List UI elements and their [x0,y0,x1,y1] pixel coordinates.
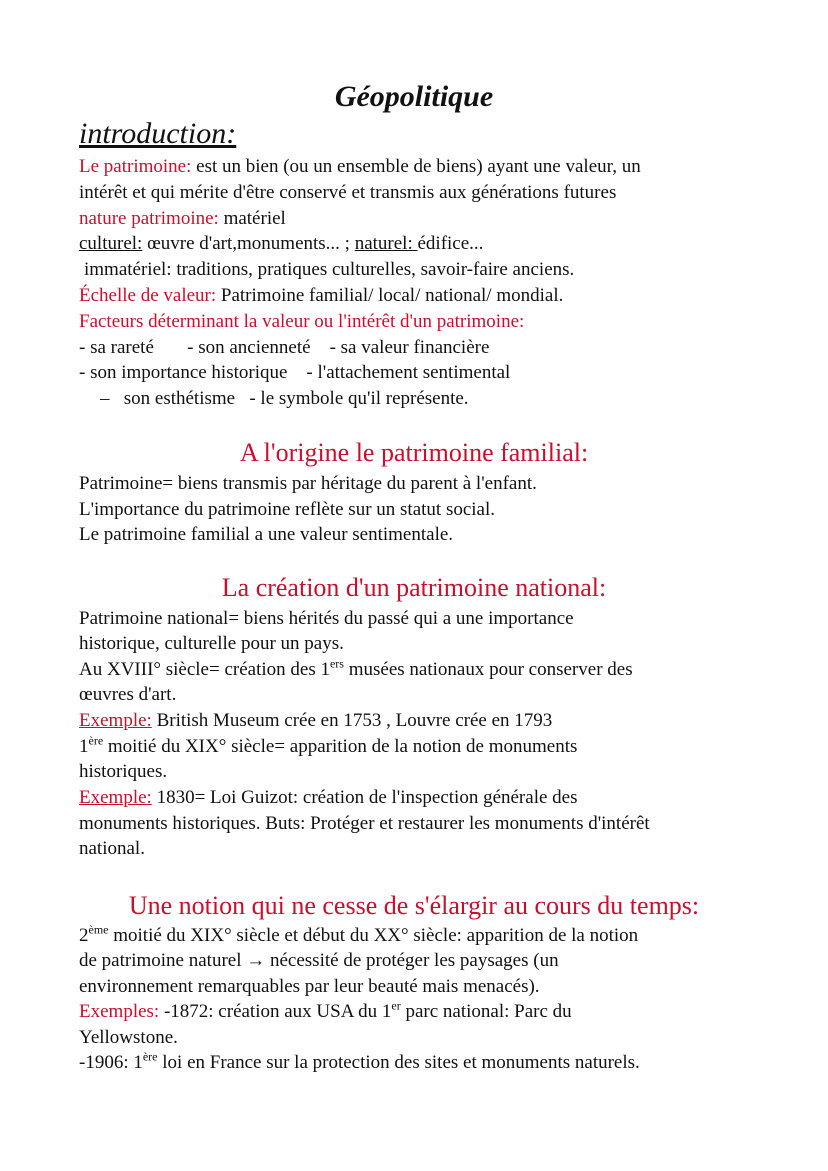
text-line: Exemples: -1872: création aux USA du 1er parc national: Parc du [79,998,572,1022]
text-line: œuvres d'art. [79,684,177,705]
text-line: intérêt et qui mérite d'être conservé et transmis aux générations futures [79,182,617,203]
section-heading: A l'origine le patrimoine familial: [239,438,589,467]
text-line: environnement remarquables par leur beauté mais menacés). [79,976,540,997]
text-line: - son importance historique - l'attachement sentimental [79,362,511,383]
text-line: 1ère moitié du XIX° siècle= apparition de la notion de monuments [79,733,578,757]
text-line: L'importance du patrimoine reflète sur un statut social. [79,499,496,520]
text-line: Exemple: 1830= Loi Guizot: création de l'inspection générale des [79,787,578,808]
section-heading: La création d'un patrimoine national: [221,573,607,602]
text-line: Facteurs déterminant la valeur ou l'intérêt d'un patrimoine: [79,311,525,332]
text-line: Le patrimoine familial a une valeur sentimentale. [79,524,454,545]
text-line: -1906: 1ère loi en France sur la protection des sites et monuments naturels. [79,1049,640,1073]
term-label: Le patrimoine: [79,156,192,177]
text-line: Yellowstone. [79,1027,178,1048]
text-line: Le patrimoine: est un bien (ou un ensemble de biens) ayant une valeur, un [79,156,641,177]
term-label: naturel: [354,233,418,254]
text-line: Patrimoine national= biens hérités du passé qui a une importance [79,608,574,629]
text-line: – son esthétisme - le symbole qu'il représente. [100,388,469,409]
text-line: Patrimoine= biens transmis par héritage du parent à l'enfant. [79,473,537,494]
text-line: de patrimoine naturel → nécessité de protéger les paysages (un [79,950,559,971]
text-line: nature patrimoine: matériel [79,208,286,229]
intro-heading: introduction: [79,117,237,150]
text-line: 2ème moitié du XIX° siècle et début du XX° siècle: apparition de la notion [79,922,639,946]
example-label: Exemples: [79,1001,160,1022]
term-label: Échelle de valeur: [79,285,217,306]
text-line: Exemple: British Museum crée en 1753 , Louvre crée en 1793 [79,710,553,731]
section-heading: Une notion qui ne cesse de s'élargir au cours du temps: [128,891,700,920]
text-line: historiques. [79,761,168,782]
text-line: immatériel: traditions, pratiques culturelles, savoir-faire anciens. [84,259,575,280]
term-label: culturel: [79,233,143,254]
text-line: - sa rareté - son ancienneté - sa valeur financière [79,337,490,358]
page-title: Géopolitique [334,80,494,113]
text-line: historique, culturelle pour un pays. [79,633,344,654]
term-label: nature patrimoine: [79,208,219,229]
text-line: Au XVIII° siècle= création des 1ers musées nationaux pour conserver des [79,656,633,680]
text-line: monuments historiques. Buts: Protéger et restaurer les monuments d'intérêt [79,813,650,834]
text-line: Échelle de valeur: Patrimoine familial/ local/ national/ mondial. [79,285,564,306]
text-line: culturel: œuvre d'art,monuments... ; naturel: édifice... [79,233,484,254]
text-line: national. [79,838,145,859]
example-label: Exemple: [79,710,152,731]
example-label: Exemple: [79,787,152,808]
